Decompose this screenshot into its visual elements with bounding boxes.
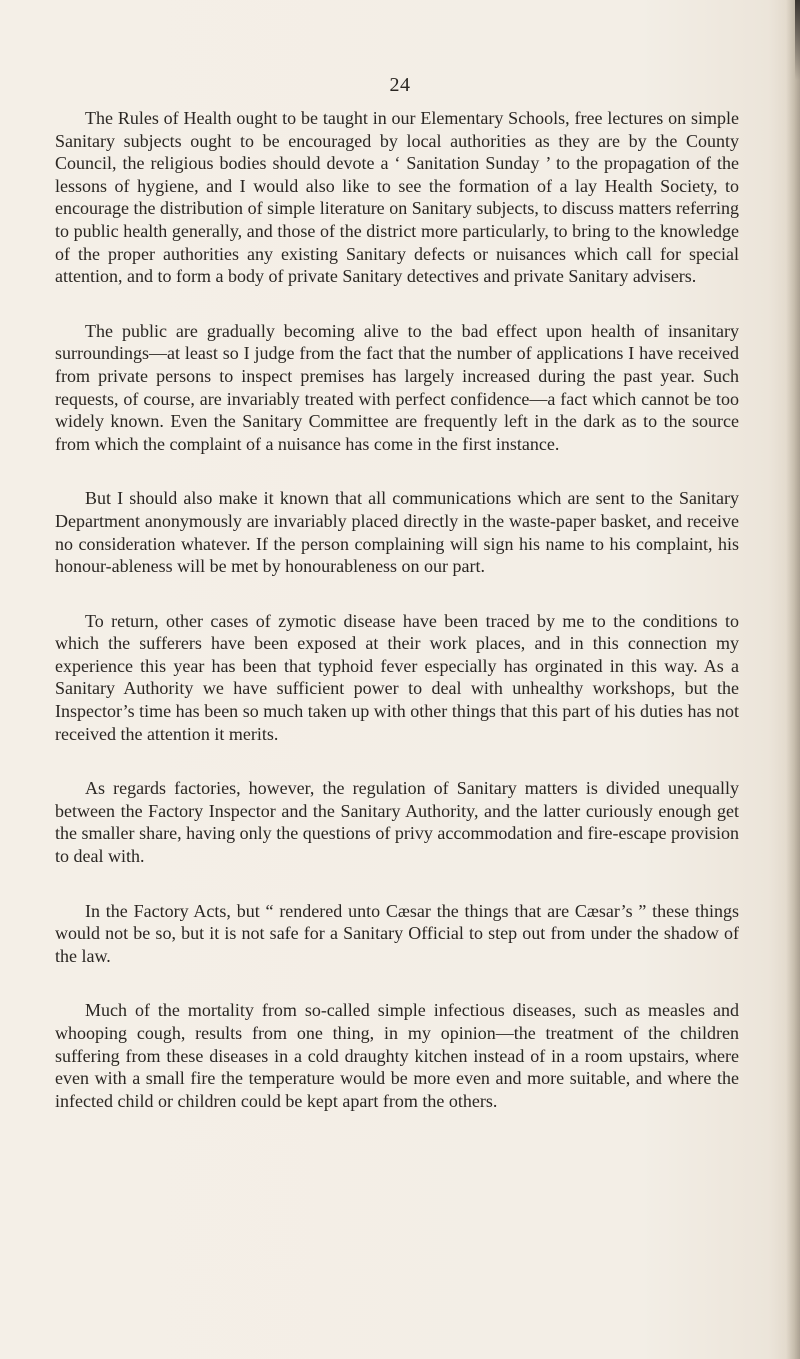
paragraph-health-rules: The Rules of Health ought to be taught in our Elementary Schools, free lectures on simple Sanitary subjects ought to be encouraged by local authorities as they are by the County Council, the religious bodies should devote a ‘ Sanitation Sunday ’ to the propagation of the lessons of hygiene, and I would also like to see the formation of a lay Health Society, to encourage the distribution of simple literature on Sanitary subjects, to discuss matters referring to public health generally, and those of the district more particularly, to bring to the knowledge of the proper authorities any existing Sanitary defects or nuisances which call for special attention, and to form a body of private Sanitary detectives and private Sanitary advisers. [55,108,739,287]
paragraph-infectious-diseases: Much of the mortality from so-called simple infectious diseases, such as measles and whooping cough, results from one thing, in my opinion—the treatment of the children suffering from these diseases in a cold draughty kitchen instead of in a room upstairs, where even with a small fire the temperature would be more even and more suitable, and where the infected child or children could be kept apart from the others. [55,1000,739,1111]
paragraph-public-awareness: The public are gradually becoming alive to the bad effect upon health of insanitary surroundings—at least so I judge from the fact that the number of applications I have received from private persons to inspect premises has largely increased during the past year. Such requests, of course, are invariably treated with perfect confidence—a fact which cannot be too widely known. Even the Sanitary Committee are frequently left in the dark as to the source from which the complaint of a nuisance has come in the first instance. [55,320,739,454]
paragraph-factories: As regards factories, however, the regulation of Sanitary matters is divided unequally between the Factory Inspector and the Sanitary Authority, and the latter curiously enough get the smaller share, having only the questions of privy accommodation and fire-escape provision to deal with. [55,778,739,867]
paragraph-zymotic-disease: To return, other cases of zymotic disease have been traced by me to the conditions to which the sufferers have been exposed at their work places, and in this connection my experience this year has been that typhoid fever especially has orginated in this way. As a Sanitary Authority we have sufficient power to deal with unhealthy workshops, but the Inspector’s time has been so much taken up with other things that this part of his duties has not received the attention it merits. [55,610,739,744]
binding-mark [795,0,800,80]
page-edge-shadow [786,0,800,1359]
body-text [55,107,739,1144]
paragraph-anonymous-complaints: But I should also make it known that all communications which are sent to the Sanitary Department anonymously are invariably placed directly in the waste-paper basket, and receive no consideration whatever. If the person complaining will sign his name to his complaint, his honour-ableness will be met by honourableness on our part. [55,488,739,577]
paragraph-factory-acts: In the Factory Acts, but “ rendered unto Cæsar the things that are Cæsar’s ” these things would not be so, but it is not safe for a Sanitary Official to step out from under the shadow of the law. [55,900,739,966]
page-number: 24 [389,74,411,96]
